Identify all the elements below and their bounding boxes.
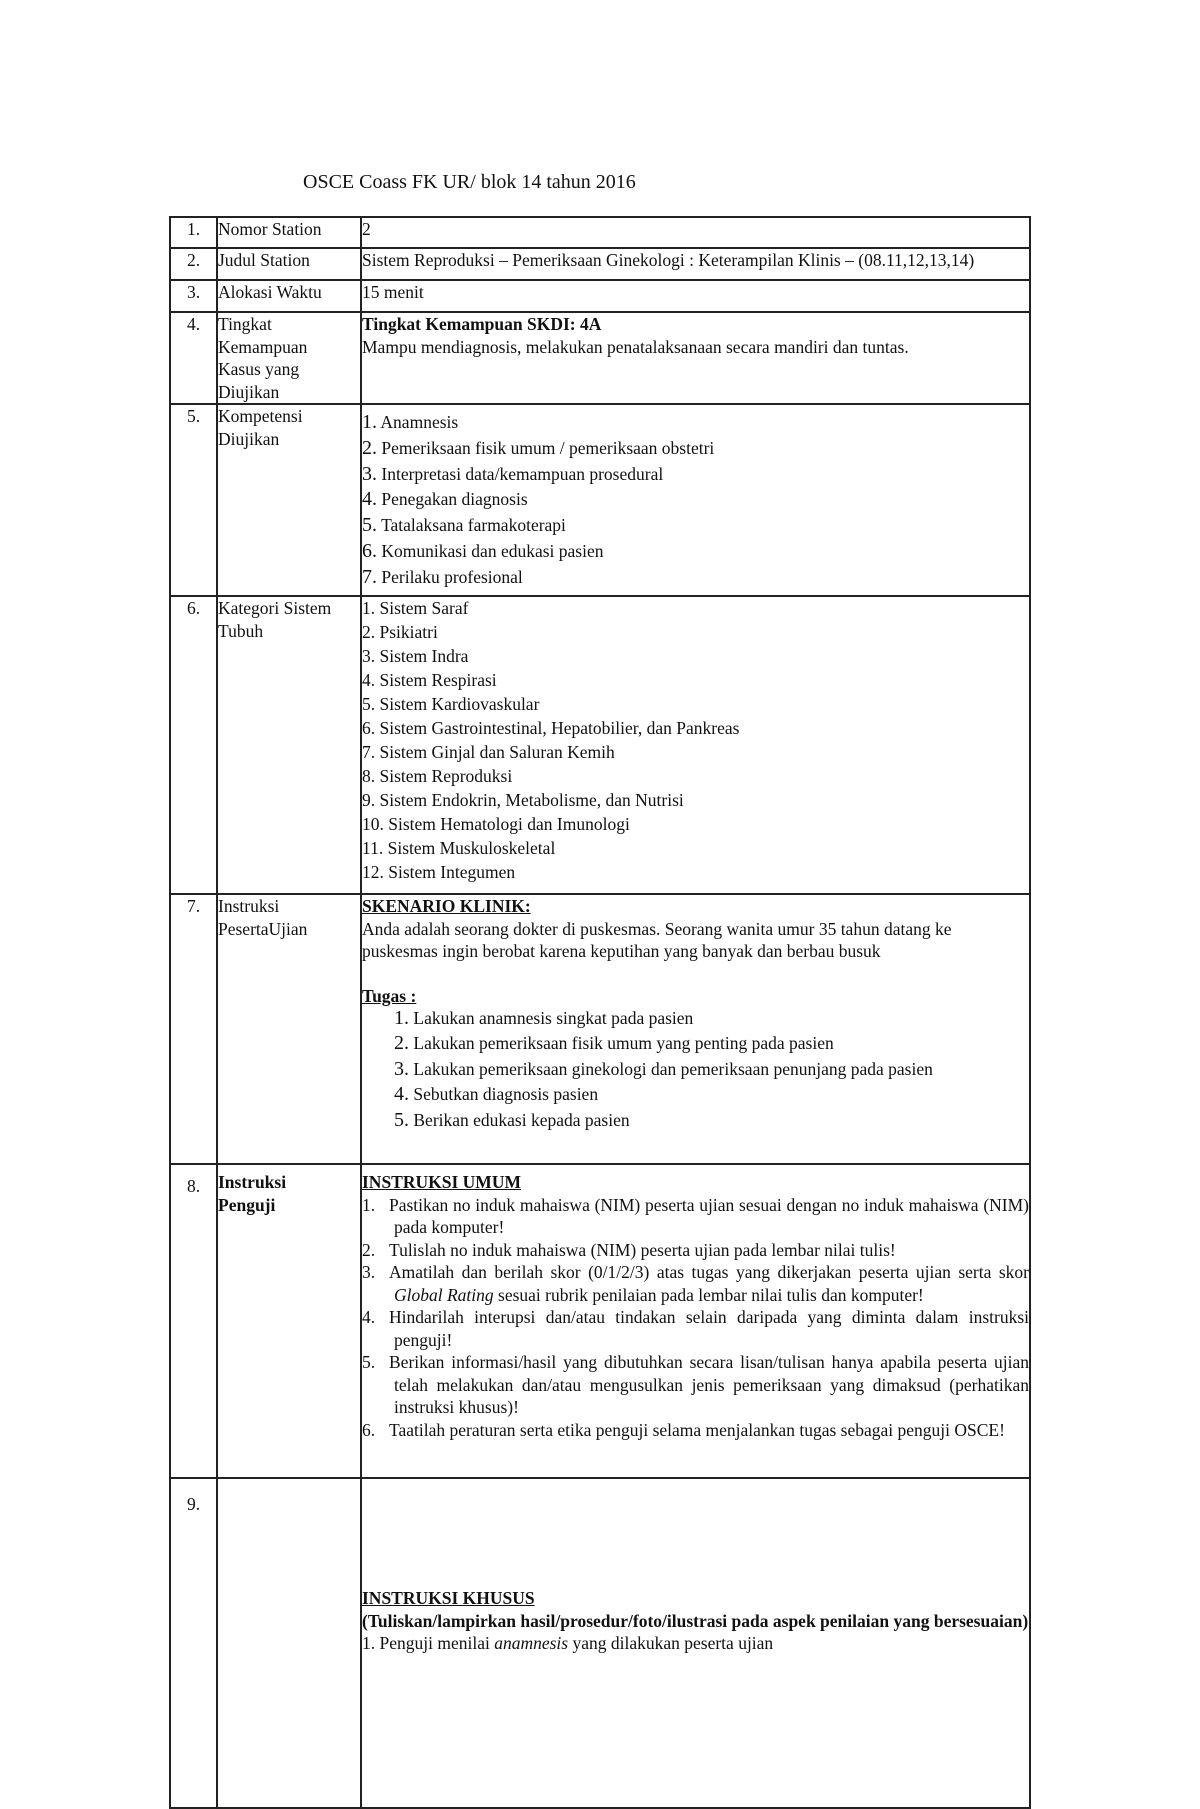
table-row xyxy=(170,248,1030,280)
row-value xyxy=(361,1478,1030,1808)
row-value xyxy=(361,404,1030,596)
list-item: 2. Tulislah no induk mahaiswa (NIM) peserta ujian pada lembar nilai tulis! xyxy=(362,1239,896,1260)
special-instruction-item: 1. Penguji menilai anamnesis yang dilakukan peserta ujian xyxy=(362,1633,774,1653)
row-value: 2 xyxy=(361,217,1030,248)
list-item: 1. Anamnesis xyxy=(362,411,459,433)
table-row xyxy=(170,217,1030,248)
row-value xyxy=(361,312,1030,404)
row-number: 7. xyxy=(170,894,217,1164)
row-number: 6. xyxy=(170,596,217,894)
scenario-heading: SKENARIO KLINIK: xyxy=(362,896,531,916)
row-value xyxy=(361,1164,1030,1478)
list-item: 9. Sistem Endokrin, Metabolisme, dan Nutrisi xyxy=(362,790,684,810)
skdi-description: Mampu mendiagnosis, melakukan penatalaksanaan secara mandiri dan tuntas. xyxy=(362,336,909,357)
row-number: 9. xyxy=(170,1478,217,1808)
general-instructions-list xyxy=(362,1194,1029,1442)
skdi-heading: Tingkat Kemampuan SKDI: 4A xyxy=(362,314,602,334)
row-label: Tingkat Kemampuan Kasus yang Diujikan xyxy=(217,312,361,404)
row-number: 4. xyxy=(170,312,217,404)
list-item: 8. Sistem Reproduksi xyxy=(362,766,513,786)
row-number: 1. xyxy=(170,217,217,248)
table-row xyxy=(170,1164,1030,1478)
list-item: 2. Psikiatri xyxy=(362,622,438,642)
list-item: 4. Sebutkan diagnosis pasien xyxy=(394,1083,599,1106)
list-item: 12. Sistem Integumen xyxy=(362,862,516,882)
list-item: 3. Sistem Indra xyxy=(362,646,469,666)
list-item: 2. Lakukan pemeriksaan fisik umum yang penting pada pasien xyxy=(394,1032,834,1055)
body-system-list xyxy=(362,597,1029,885)
special-instructions-heading: INSTRUKSI KHUSUS xyxy=(362,1588,535,1608)
list-item: 3. Lakukan pemeriksaan ginekologi dan pemeriksaan penunjang pada pasien xyxy=(394,1057,933,1080)
table-row xyxy=(170,894,1030,1164)
list-item: 1. Lakukan anamnesis singkat pada pasien xyxy=(394,1007,694,1029)
list-item: 4. Sistem Respirasi xyxy=(362,670,497,690)
row-value xyxy=(361,596,1030,894)
list-item: 6. Sistem Gastrointestinal, Hepatobilier, dan Pankreas xyxy=(362,718,740,738)
row-label: Alokasi Waktu xyxy=(217,280,361,312)
list-item: 6. Komunikasi dan edukasi pasien xyxy=(362,539,604,562)
list-item: 7. Perilaku profesional xyxy=(362,565,523,588)
row-value xyxy=(361,894,1030,1164)
list-item: 5. Sistem Kardiovaskular xyxy=(362,694,540,714)
list-item: 5. Berikan informasi/hasil yang dibutuhkan secara lisan/tulisan hanya apabila peserta ujian telah melakukan dan/atau mengusulkan jenis pemeriksaan yang dimaksud (perhatikan instruksi khusus)! xyxy=(362,1352,1029,1417)
table-row xyxy=(170,1478,1030,1808)
list-item: 4. Hindarilah interupsi dan/atau tindakan selain daripada yang diminta dalam instruksi penguji! xyxy=(362,1307,1029,1350)
page-title: OSCE Coass FK UR/ blok 14 tahun 2016 xyxy=(303,171,636,193)
list-item: 1. Pastikan no induk mahaiswa (NIM) peserta ujian sesuai dengan no induk mahaiswa (NIM) pada komputer! xyxy=(362,1194,1029,1237)
row-number: 2. xyxy=(170,248,217,280)
list-item: 2. Pemeriksaan fisik umum / pemeriksaan obstetri xyxy=(362,436,715,459)
special-instructions-note: (Tuliskan/lampirkan hasil/prosedur/foto/ilustrasi pada aspek penilaian yang bersesuaian) xyxy=(362,1610,1029,1631)
task-list xyxy=(362,1007,1029,1134)
row-label: Instruksi Penguji xyxy=(217,1164,361,1478)
row-label: Nomor Station xyxy=(217,217,361,248)
list-item: 4. Penegakan diagnosis xyxy=(362,488,528,511)
list-item: 3. Interpretasi data/kemampuan prosedural xyxy=(362,462,664,485)
row-number: 3. xyxy=(170,280,217,312)
competency-list xyxy=(362,411,1029,592)
row-number: 8. xyxy=(170,1164,217,1478)
table-row xyxy=(170,312,1030,404)
table-row xyxy=(170,404,1030,596)
table-row xyxy=(170,596,1030,894)
general-instructions-heading: INSTRUKSI UMUM xyxy=(362,1172,521,1192)
list-item: 3. Amatilah dan berilah skor (0/1/2/3) atas tugas yang dikerjakan peserta ujian serta skor Global Rating sesuai rubrik penilaian pada lembar nilai tulis dan komputer! xyxy=(362,1262,1029,1305)
table-row xyxy=(170,280,1030,312)
row-label: Kategori Sistem Tubuh xyxy=(217,596,361,894)
row-label xyxy=(217,1478,361,1808)
row-value: 15 menit xyxy=(361,280,1030,312)
row-label: Judul Station xyxy=(217,248,361,280)
row-label: Instruksi PesertaUjian xyxy=(217,894,361,1164)
list-item: 11. Sistem Muskuloskeletal xyxy=(362,838,556,858)
list-item: 6. Taatilah peraturan serta etika penguji selama menjalankan tugas sebagai penguji OSCE! xyxy=(362,1419,1005,1440)
list-item: 7. Sistem Ginjal dan Saluran Kemih xyxy=(362,742,615,762)
row-value: Sistem Reproduksi – Pemeriksaan Ginekologi : Keterampilan Klinis – (08.11,12,13,14) xyxy=(361,248,1030,280)
list-item: 5. Tatalaksana farmakoterapi xyxy=(362,514,566,537)
list-item: 1. Sistem Saraf xyxy=(362,598,469,618)
tugas-heading: Tugas : xyxy=(362,985,417,1006)
list-item: 5. Berikan edukasi kepada pasien xyxy=(394,1108,630,1131)
scenario-text: Anda adalah seorang dokter di puskesmas. Seorang wanita umur 35 tahun datang ke puskesmas ingin berobat karena keputihan yang banyak dan berbau busuk xyxy=(362,918,952,961)
row-number: 5. xyxy=(170,404,217,596)
list-item: 10. Sistem Hematologi dan Imunologi xyxy=(362,814,630,834)
osce-station-table xyxy=(169,216,1031,1809)
row-label: Kompetensi Diujikan xyxy=(217,404,361,596)
